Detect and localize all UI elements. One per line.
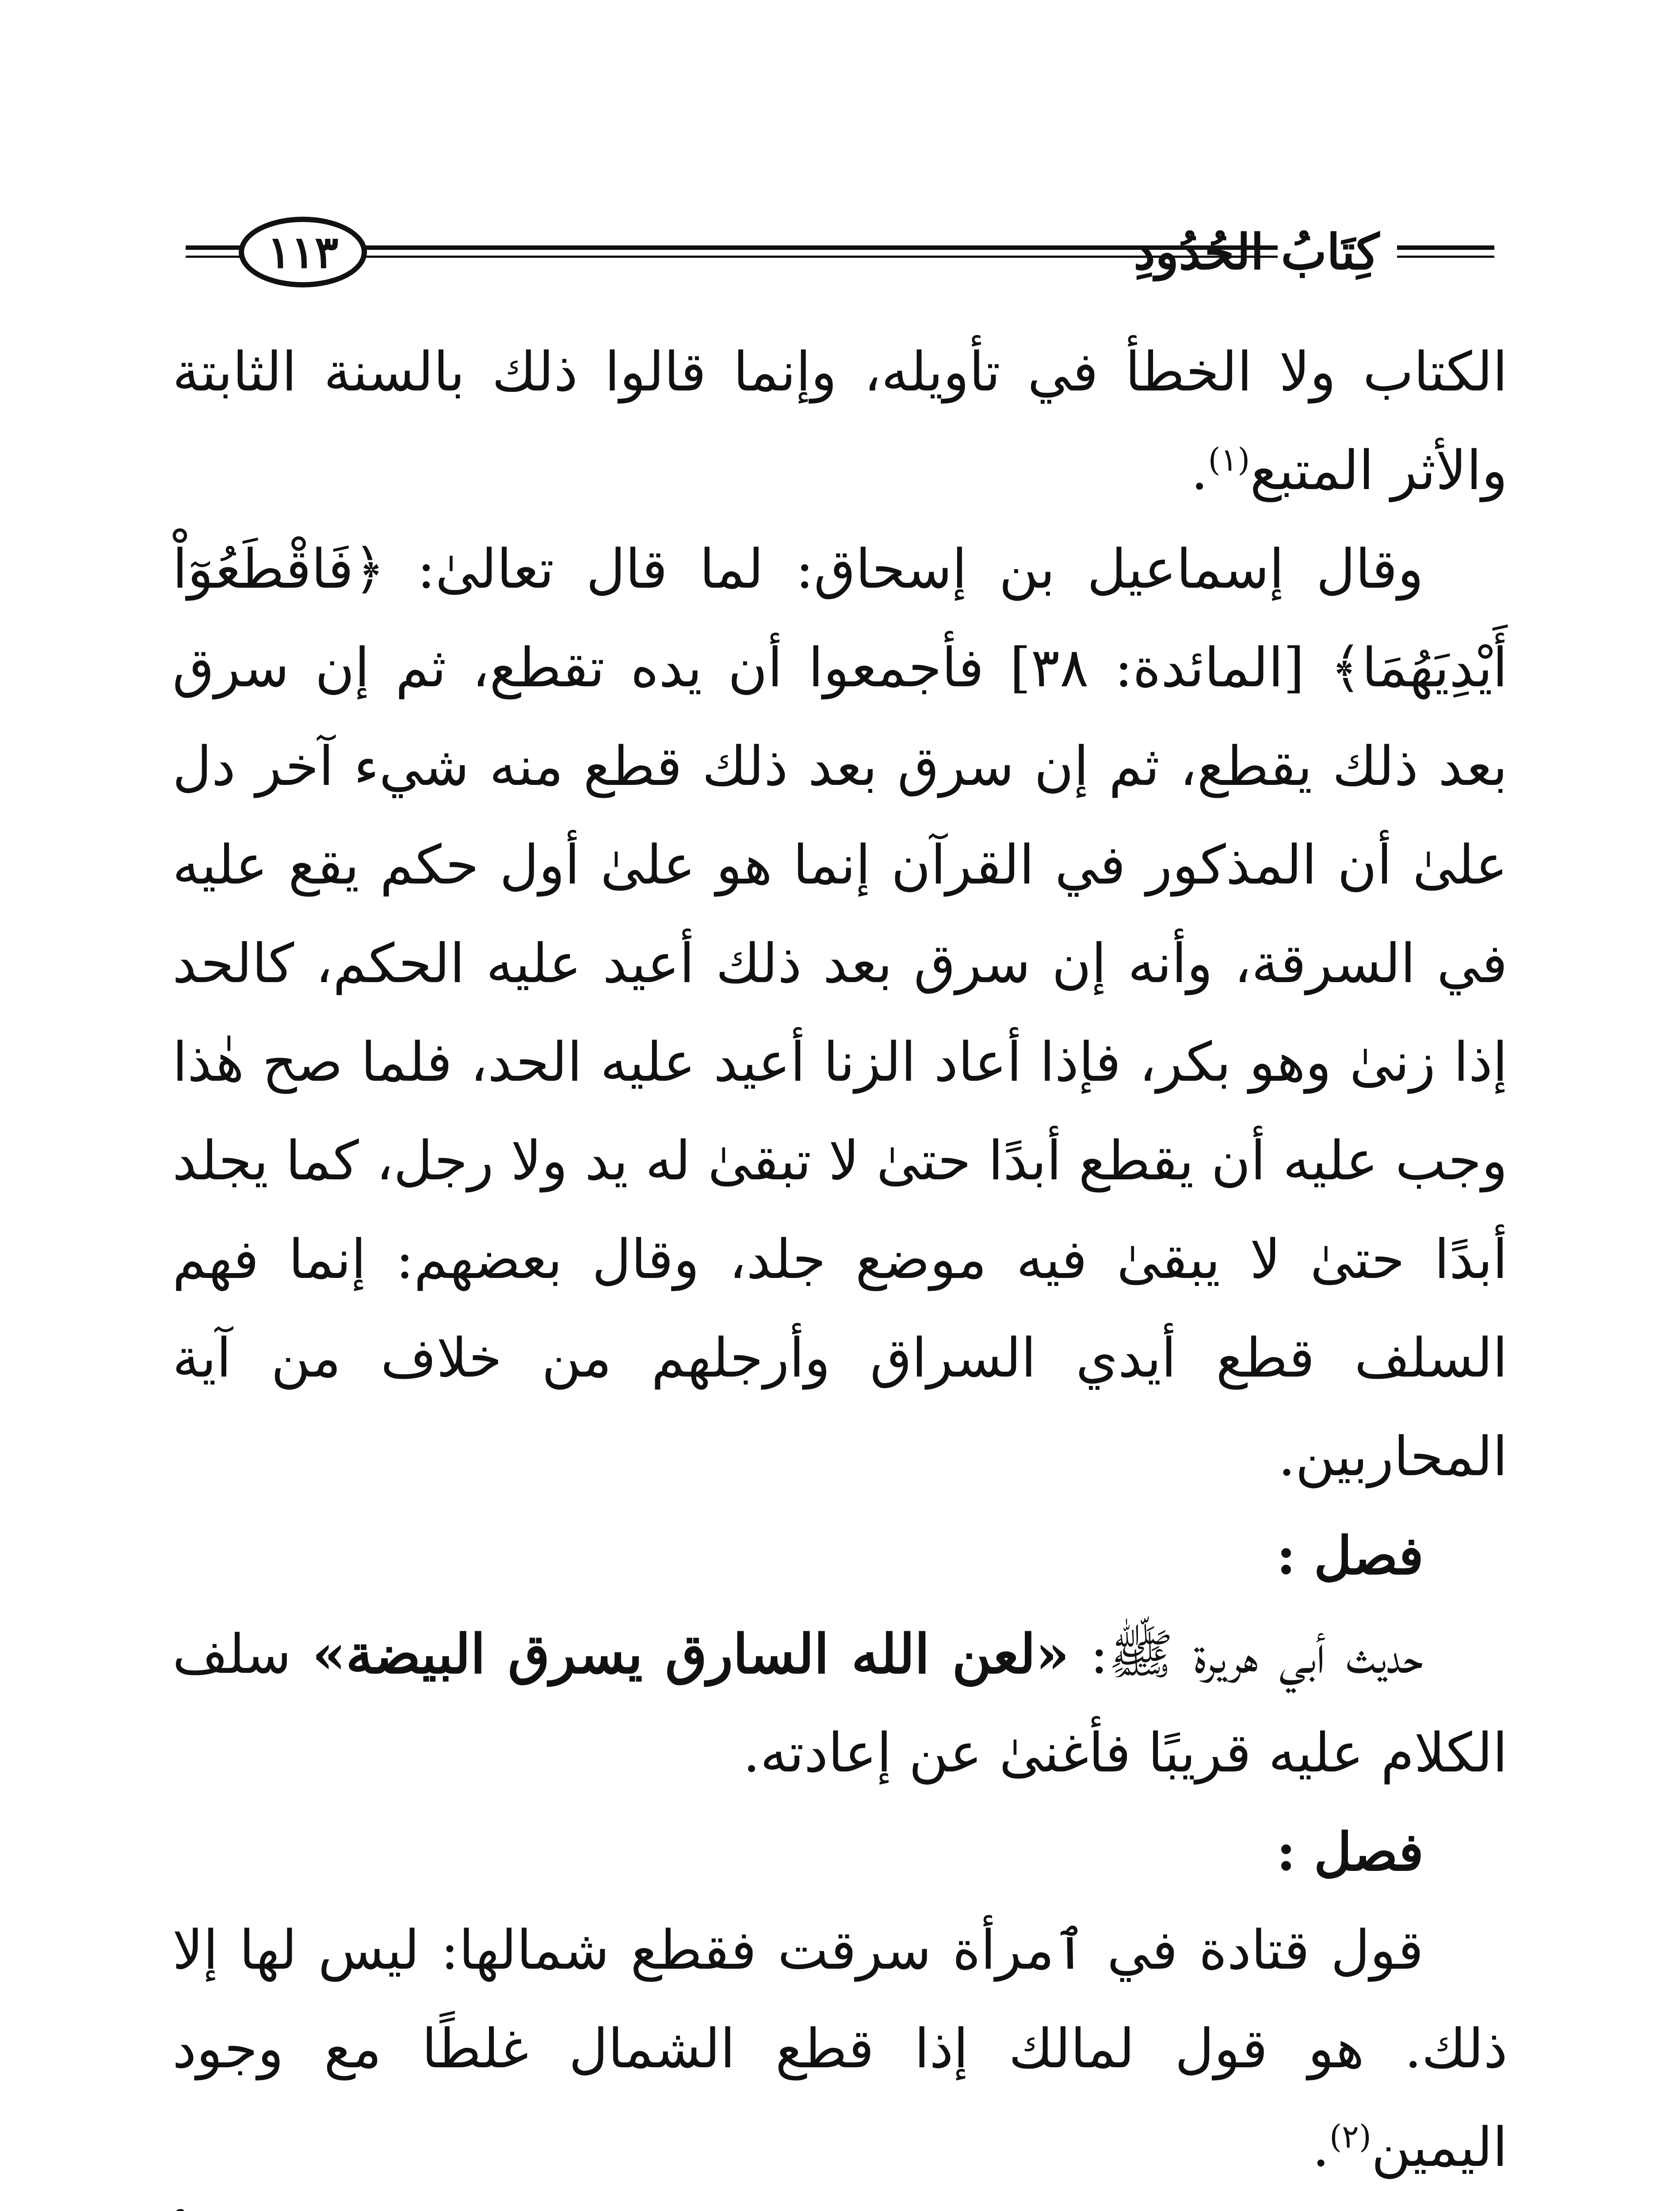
paragraph-3-after: سلف الكلام عليه قريبًا فأغنىٰ عن إعادته. xyxy=(172,1623,1508,1784)
footnote-ref-1: (١) xyxy=(1208,441,1250,478)
paragraph-4 xyxy=(172,1901,1508,2197)
paragraph-3 xyxy=(172,1605,1508,1802)
hadith-quote: «لعن الله السارق يسرق البيضة» xyxy=(312,1622,1069,1686)
paragraph-1-end: . xyxy=(1191,439,1208,502)
section-heading-2: فصل : xyxy=(1276,1821,1424,1882)
page-header xyxy=(186,208,1494,296)
page-number: ١١٣ xyxy=(239,217,367,287)
paragraph-3-before: حديث أبي هريرة ﷺ: xyxy=(1069,1623,1424,1686)
paragraph-5 xyxy=(172,2197,1508,2211)
main-text xyxy=(172,323,1508,2211)
section-heading-1: فصل : xyxy=(1276,1525,1424,1586)
paragraph-4-text: قول قتادة في ٱمرأة سرقت فقطع شمالها: ليس لها إلا ذلك. هو قول لمالك إذا قطع الشمال غلطًا مع وجود اليمين xyxy=(172,1919,1508,2179)
footnote-ref-2: (٢) xyxy=(1329,2118,1371,2155)
paragraph-1 xyxy=(172,323,1508,520)
paragraph-2: وقال إسماعيل بن إسحاق: لما قال تعالىٰ: ﴿فَاقْطَعُوٓاْ أَيْدِيَهُمَا﴾ [المائدة: ٣٨] فأجمعوا أن يده تقطع، ثم إن سرق بعد ذلك يقطع، ثم إن سرق بعد ذلك قطع منه شيء آخر دل علىٰ أن المذكور في القرآن إنما هو علىٰ أول حكم يقع عليه في السرقة، وأنه إن سرق بعد ذلك أعيد عليه الحكم، كالحد إذا زنىٰ وهو بكر، فإذا أعاد الزنا أعيد عليه الحد، فلما صح هٰذا وجب عليه أن يقطع أبدًا حتىٰ لا تبقىٰ له يد ولا رجل، كما يجلد أبدًا حتىٰ لا يبقىٰ فيه موضع جلد، وقال بعضهم: إنما فهم السلف قطع أيدي السراق وأرجلهم من خلاف من آية المحاربين. xyxy=(172,538,1508,1488)
paragraph-1-text: الكتاب ولا الخطأ في تأويله، وإنما قالوا ذلك بالسنة الثابتة والأثر المتبع xyxy=(172,340,1508,502)
header-rule-right xyxy=(1397,245,1494,258)
book-title: كِتَابُ الحُدُودِ xyxy=(1134,223,1379,280)
paragraph-4-end: . xyxy=(1312,2116,1330,2179)
